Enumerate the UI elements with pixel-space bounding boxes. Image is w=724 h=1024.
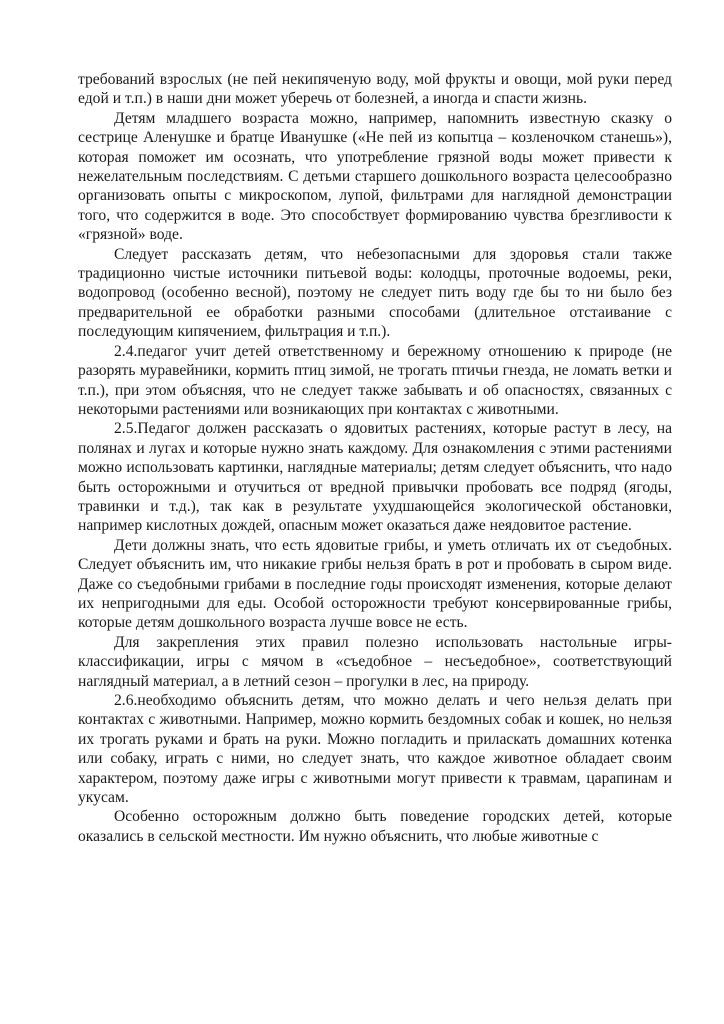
paragraph-games: Для закрепления этих правил полезно использовать настольные игры-классификации, игры с мячом в «съедобное – несъедобное», соответствующий наглядный материал, а в летний сезон – прогулки в лес, на природу. (78, 633, 672, 690)
paragraph-mushrooms: Дети должны знать, что есть ядовитые грибы, и уметь отличать их от съедобных. Следует объяснить им, что никакие грибы нельзя брать в рот и пробовать в сыром виде. Даже со съедобными грибами в последние годы происходят изменения, которые делают их непригодными для еды. Особой осторожности требуют консервированные грибы, которые детям дошкольного возраста лучше вовсе не есть. (78, 536, 672, 632)
document-page (78, 70, 672, 846)
paragraph-section-2-5: 2.5.Педагог должен рассказать о ядовитых растениях, которые растут в лесу, на полянах и лугах и которые нужно знать каждому. Для ознакомления с этими растениями можно использовать картинки, наглядные материалы; детям следует объяснить, что надо быть осторожными и отучиться от вредной привычки пробовать все подряд (ягоды, травинки и т.д.), так как в результате ухудшающейся экологической обстановки, например кислотных дождей, опасным может оказаться даже неядовитое растение. (78, 420, 672, 535)
paragraph-city-children: Особенно осторожным должно быть поведение городских детей, которые оказались в сельской местности. Им нужно объяснить, что любые животные с (78, 808, 672, 845)
paragraph-continuation: требований взрослых (не пей некипяченую воду, мой фрукты и овощи, мой руки перед едой и т.п.) в наши дни может уберечь от болезней, а иногда и спасти жизнь. (78, 71, 672, 108)
paragraph-fairy-tale: Детям младшего возраста можно, например, напомнить известную сказку о сестрице Аленушке и братце Иванушке («Не пей из копытца – козленочком станешь»), которая поможет им осознать, что употребление грязной воды может привести к нежелательным последствиям. С детьми старшего дошкольного возраста целесообразно организовать опыты с микроскопом, лупой, фильтрами для наглядной демонстрации того, что содержится в воде. Это способствует формированию чувства брезгливости к «грязной» воде. (78, 109, 672, 244)
paragraph-water-sources: Следует рассказать детям, что небезопасными для здоровья стали также традиционно чистые источники питьевой воды: колодцы, проточные водоемы, реки, водопровод (особенно весной), поэтому не следует пить воду где бы то ни было без предварительной ее обработки разными способами (длительное отстаивание с последующим кипячением, фильтрация и т.п.). (78, 245, 672, 341)
paragraph-section-2-4: 2.4.педагог учит детей ответственному и бережному отношению к природе (не разорять муравейники, кормить птиц зимой, не трогать птичьи гнезда, не ломать ветки и т.п.), при этом объясняя, что не следует также забывать и об опасностях, связанных с некоторыми растениями или возникающих при контактах с животными. (78, 342, 672, 418)
paragraph-section-2-6: 2.6.необходимо объяснить детям, что можно делать и чего нельзя делать при контактах с животными. Например, можно кормить бездомных собак и кошек, но нельзя их трогать руками и брать на руки. Можно погладить и приласкать домашних котенка или собаку, играть с ними, но следует знать, что каждое животное обладает своим характером, поэтому даже игры с животными могут привести к травмам, царапинам и укусам. (78, 692, 672, 807)
